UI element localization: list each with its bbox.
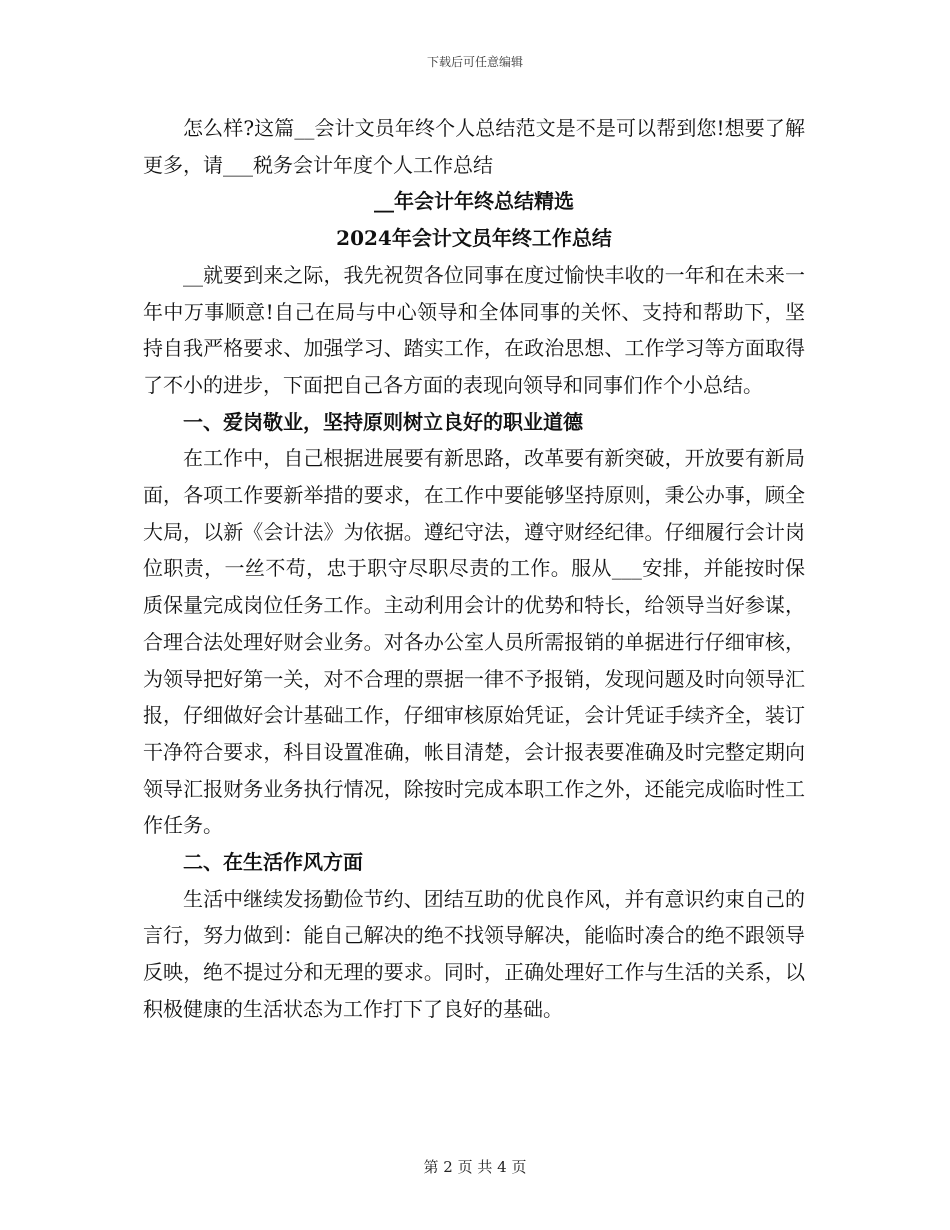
collection-title: __年会计年终总结精选 xyxy=(374,189,574,214)
section-1-paragraph: 在工作中，自己根据进展要有新思路，改革要有新突破，开放要有新局面，各项工作要新举措的要求，在工作中要能够坚持原则，秉公办事，顾全大局，以新《会计法》为依据。遵纪守法，遵守财经纪律。仔细履行会计岗位职责，一丝不苟，忠于职守尽职尽责的工作。服从___安排，并能按时保质保量完成岗位任务工作。主动利用会计的优势和特长，给领导当好参谋，合理合法处理好财会业务。对各办公室人员所需报销的单据进行仔细审核，为领导把好第一关，对不合理的票据一律不予报销，发现问题及时向领导汇报，仔细做好会计基础工作，仔细审核原始凭证，会计凭证手续齐全，装订干净符合要求，科目设置准确，帐目清楚，会计报表要准确及时完整定期向领导汇报财务业务执行情况，除按时完成本职工作之外，还能完成临时性工作任务。 xyxy=(143,446,805,838)
section-2-heading: 二、在生活作风方面 xyxy=(183,850,363,875)
document-title: 2024年会计文员年终工作总结 xyxy=(336,226,612,251)
opening-paragraph: __就要到来之际，我先祝贺各位同事在度过愉快丰收的一年和在未来一年中万事顺意!自己在局与中心领导和全体同事的关怀、支持和帮助下，坚持自我严格要求、加强学习、踏实工作，在政治思想、工作学习等方面取得了不小的进步，下面把自己各方面的表现向领导和同事们作个小总结。 xyxy=(143,262,805,397)
page-header: 下载后可任意编辑 xyxy=(426,55,523,69)
section-1-heading: 一、爱岗敬业，坚持原则树立良好的职业道德 xyxy=(183,409,583,434)
page-number: 第 2 页 共 4 页 xyxy=(423,1158,527,1176)
section-2-paragraph: 生活中继续发扬勤俭节约、团结互助的优良作风，并有意识约束自己的言行，努力做到：能自己解决的绝不找领导解决，能临时凑合的绝不跟领导反映，绝不提过分和无理的要求。同时，正确处理好工作与生活的关系，以积极健康的生活状态为工作打下了良好的基础。 xyxy=(143,886,805,1021)
document-body xyxy=(143,110,805,1028)
intro-paragraph: 怎么样?这篇__会计文员年终个人总结范文是不是可以帮到您!想要了解更多，请___税务会计年度个人工作总结 xyxy=(143,116,805,177)
